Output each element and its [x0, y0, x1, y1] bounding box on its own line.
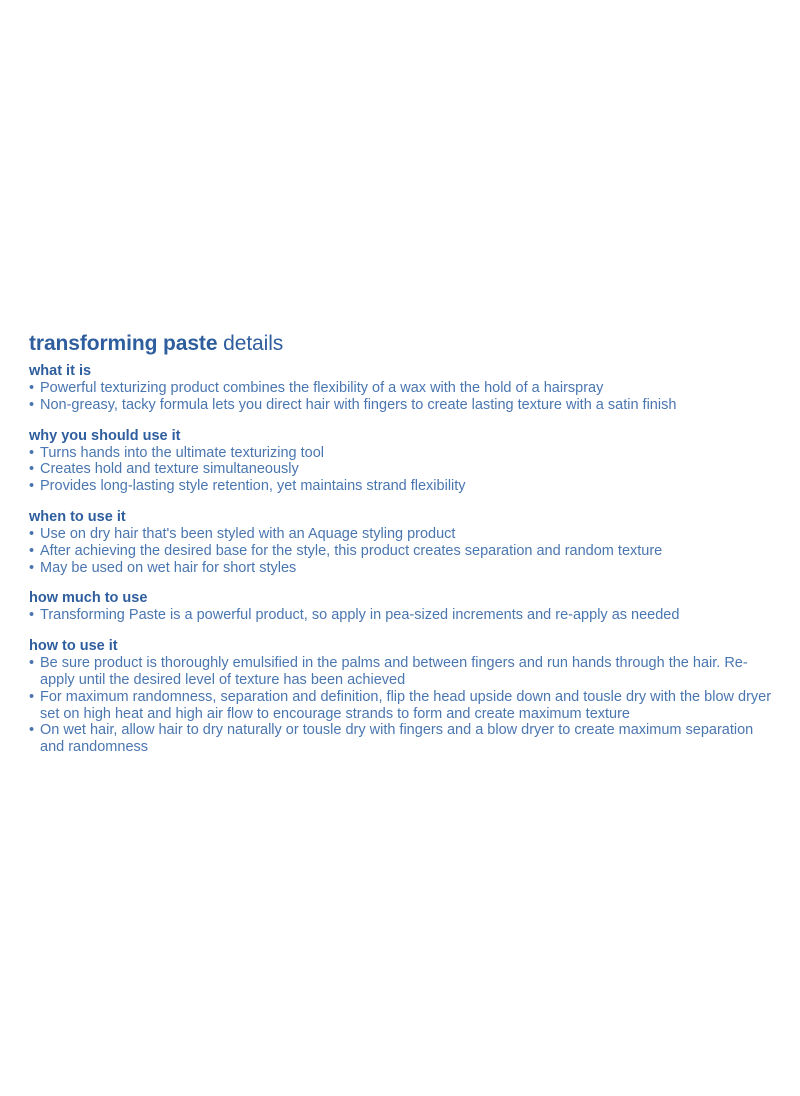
bullet-icon: • [29, 461, 35, 478]
list-item-text: Transforming Paste is a powerful product, so apply in pea-sized increments and re-apply as needed [40, 607, 680, 624]
list-item-text: On wet hair, allow hair to dry naturally or tousle dry with fingers and a blow dryer to create maximum separation and randomness [40, 722, 754, 756]
list-item [29, 543, 774, 560]
list-item-text: Be sure product is thoroughly emulsified in the palms and between fingers and run hands through the hair. Re-apply until the desired level of texture has been achieved [40, 655, 748, 688]
bullet-icon: • [29, 607, 35, 624]
list-item [29, 526, 774, 543]
bullet-icon: • [29, 722, 35, 739]
section-how-to-use-it [29, 638, 774, 756]
bullet-list [29, 445, 774, 495]
list-item [29, 655, 774, 689]
list-item [29, 380, 774, 397]
section-why-you-should-use-it [29, 428, 774, 495]
title-suffix: details [223, 332, 284, 355]
page-title [29, 331, 774, 357]
list-item [29, 445, 774, 462]
list-item [29, 397, 774, 414]
list-item-text: For maximum randomness, separation and definition, flip the head upside down and tousle dry with the blow dryer set on high heat and high air flow to encourage strands to form and create maximum texture [40, 688, 772, 722]
list-item [29, 607, 774, 624]
bullet-icon: • [29, 396, 35, 413]
list-item [29, 560, 774, 577]
section-heading: how to use it [29, 638, 118, 655]
section-when-to-use-it [29, 509, 774, 576]
list-item-text: Non-greasy, tacky formula lets you direct hair with fingers to create lasting texture with a satin finish [40, 396, 677, 413]
section-how-much-to-use [29, 590, 774, 624]
section-what-it-is [29, 363, 774, 414]
bullet-list [29, 607, 774, 624]
bullet-icon: • [29, 444, 35, 461]
bullet-list [29, 526, 774, 576]
list-item [29, 689, 774, 723]
section-heading: how much to use [29, 590, 148, 607]
list-item [29, 461, 774, 478]
section-heading: why you should use it [29, 427, 181, 444]
bullet-list [29, 380, 774, 414]
list-item [29, 478, 774, 495]
bullet-icon: • [29, 542, 35, 559]
bullet-icon: • [29, 688, 35, 705]
list-item-text: Provides long-lasting style retention, yet maintains strand flexibility [40, 478, 466, 495]
bullet-icon: • [29, 559, 35, 576]
bullet-icon: • [29, 525, 35, 542]
section-heading: when to use it [29, 508, 126, 525]
section-heading: what it is [29, 363, 92, 379]
list-item [29, 722, 774, 756]
list-item-text: Turns hands into the ultimate texturizing tool [40, 444, 324, 461]
list-item-text: May be used on wet hair for short styles [40, 559, 297, 576]
bullet-icon: • [29, 380, 35, 396]
list-item-text: Creates hold and texture simultaneously [40, 461, 299, 478]
list-item-text: Powerful texturizing product combines the flexibility of a wax with the hold of a hairspray [40, 380, 604, 396]
bullet-icon: • [29, 655, 35, 672]
product-details-document [29, 331, 774, 770]
list-item-text: After achieving the desired base for the style, this product creates separation and random texture [40, 542, 663, 559]
bullet-icon: • [29, 478, 35, 495]
bullet-list [29, 655, 774, 756]
product-name: transforming paste [29, 332, 218, 355]
list-item-text: Use on dry hair that's been styled with an Aquage styling product [40, 525, 456, 542]
